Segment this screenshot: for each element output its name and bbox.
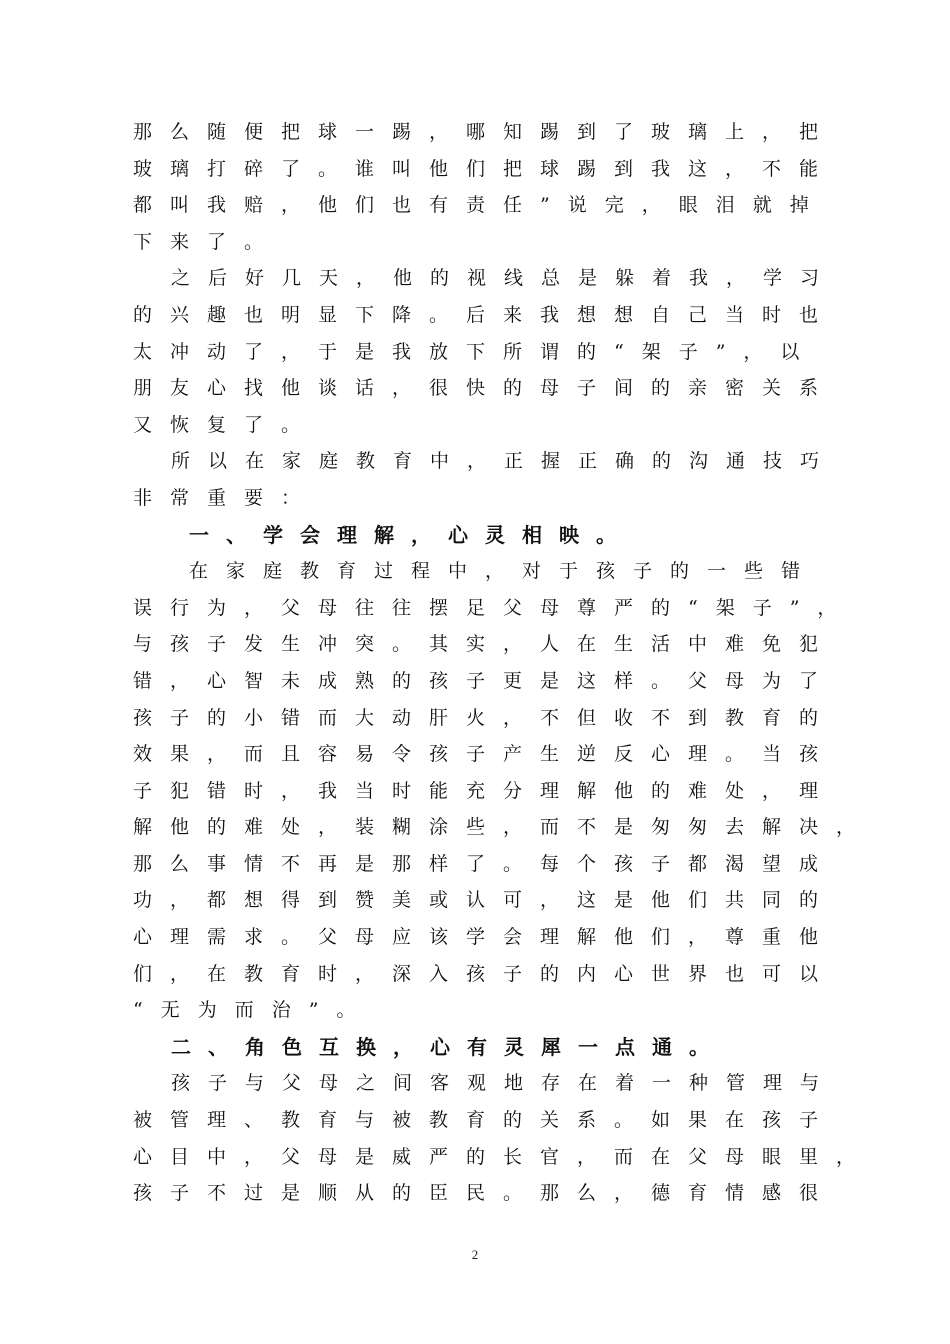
text-line-2: 玻璃打碎了。谁叫他们把球踢到我这，不能 [133, 157, 837, 180]
text-line-14: 误行为，父母往往摆足父母尊严的“架子”， [133, 596, 855, 619]
text-line-11: 非常重要： [133, 486, 319, 509]
text-line-1: 那么随便把球一踢，哪知踢到了玻璃上，把 [133, 121, 837, 143]
text-line-28: 被管理、教育与被教育的关系。如果在孩子 [133, 1109, 837, 1132]
text-line-10: 所以在家庭教育中，正握正确的沟通技巧 [171, 450, 838, 473]
text-line-20: 解他的难处，装糊涂些，而不是匆匆去解决， [133, 816, 874, 839]
text-line-29: 心目中，父母是威严的长官，而在父母眼里， [133, 1145, 874, 1168]
text-line-15: 与孩子发生冲突。其实，人在生活中难免犯 [133, 633, 837, 656]
text-line-18: 效果，而且容易令孩子产生逆反心理。当孩 [133, 743, 837, 766]
text-line-21: 那么事情不再是那样了。每个孩子都渴望成 [133, 852, 837, 875]
text-line-19: 子犯错时，我当时能充分理解他的难处，理 [133, 779, 837, 802]
text-line-8: 朋友心找他谈话，很快的母子间的亲密关系 [133, 377, 837, 400]
text-line-23: 心理需求。父母应该学会理解他们，尊重他 [133, 926, 837, 949]
text-line-25: “无为而治”。 [133, 999, 374, 1022]
section-heading-2: 二、角色互换，心有灵犀一点通。 [171, 1034, 726, 1059]
text-line-6: 的兴趣也明显下降。后来我想想自己当时也 [133, 303, 837, 326]
text-line-22: 功，都想得到赞美或认可，这是他们共同的 [133, 889, 837, 912]
text-line-3: 都叫我赔，他们也有责任”说完，眼泪就掉 [133, 194, 827, 217]
text-line-30: 孩子不过是顺从的臣民。那么，德育情感很 [133, 1182, 837, 1205]
text-line-9: 又恢复了。 [133, 413, 319, 436]
text-line-13: 在家庭教育过程中，对于孩子的一些错 [189, 560, 819, 583]
document-body [133, 114, 874, 1212]
text-line-7: 太冲动了，于是我放下所谓的“架子”，以 [133, 340, 818, 363]
text-line-16: 错，心智未成熟的孩子更是这样。父母为了 [133, 669, 837, 692]
text-line-4: 下来了。 [133, 230, 282, 253]
text-line-24: 们，在教育时，深入孩子的内心世界也可以 [133, 962, 837, 985]
section-heading-1: 一、学会理解，心灵相映。 [189, 522, 633, 547]
text-line-17: 孩子的小错而大动肝火，不但收不到教育的 [133, 706, 837, 729]
text-line-5: 之后好几天，他的视线总是躲着我，学习 [171, 267, 838, 290]
text-line-27: 孩子与父母之间客观地存在着一种管理与 [171, 1072, 838, 1095]
page-number: 2 [471, 1247, 479, 1262]
